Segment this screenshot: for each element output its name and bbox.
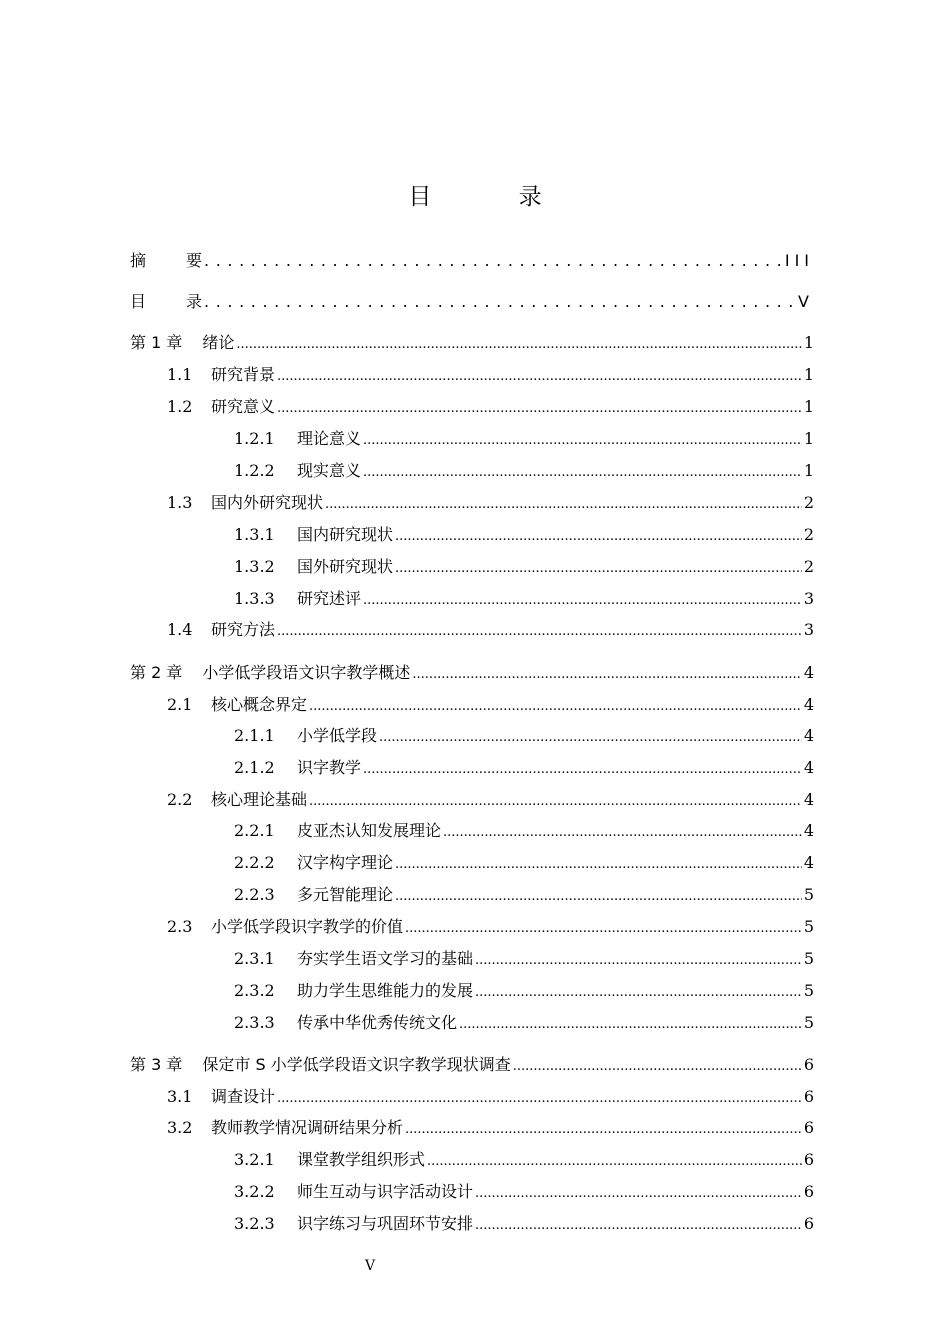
dot-leader [405, 917, 802, 936]
toc-entry-number: 1.3.1 [234, 525, 275, 544]
page-number-footer: V [364, 1258, 376, 1274]
toc-entry-number: 3.1 [167, 1087, 193, 1106]
toc-entry-title: 夯实学生语文学习的基础 [297, 949, 474, 968]
toc-entry-title: 绪论 [202, 333, 235, 352]
toc-entry-page: 4 [803, 790, 814, 809]
dot-leader [475, 981, 802, 1000]
dot-leader [309, 695, 802, 714]
toc-entry[interactable] [130, 330, 814, 353]
toc-entry-title: 国内外研究现状 [211, 493, 324, 512]
toc-entry-title: 研究方法 [211, 620, 276, 639]
toc-entry-title: 调查设计 [211, 1087, 276, 1106]
toc-entry-page: 4 [803, 695, 814, 714]
toc-entry[interactable] [234, 1179, 814, 1202]
toc-entry-abstract[interactable] [130, 248, 814, 271]
toc-entry-title: 国外研究现状 [297, 557, 394, 576]
toc-entry-number: 3.2.2 [234, 1182, 275, 1201]
toc-entry-title: 研究背景 [211, 365, 276, 384]
toc-entry-page: 5 [803, 885, 814, 904]
toc-entry-page: 4 [803, 726, 814, 745]
toc-entry[interactable] [167, 692, 814, 715]
toc-entry-page: 1 [803, 365, 814, 384]
toc-entry-page: III [784, 251, 814, 270]
toc-entry-page: 1 [803, 333, 814, 352]
dot-leader [236, 333, 801, 352]
toc-entry-page: 5 [803, 1013, 814, 1032]
toc-entry-number: 2.3 [167, 917, 193, 936]
toc-entry[interactable] [167, 787, 814, 810]
toc-entry[interactable] [234, 458, 814, 481]
toc-entry-page: 6 [803, 1087, 814, 1106]
toc-entry-page: 5 [803, 917, 814, 936]
toc-entry[interactable] [234, 586, 814, 609]
toc-entry[interactable] [234, 1211, 814, 1234]
toc-entry-title: 研究述评 [297, 589, 362, 608]
toc-entry[interactable] [130, 660, 814, 683]
toc-entry-page: 2 [803, 525, 814, 544]
toc-entry-number: 2.2.1 [234, 821, 275, 840]
toc-entry[interactable] [234, 723, 814, 746]
toc-entry-title: 识字练习与巩固环节安排 [297, 1214, 474, 1233]
toc-entry-page: 5 [803, 949, 814, 968]
toc-entry[interactable] [234, 755, 814, 778]
dot-leader [395, 557, 802, 576]
toc-entry-title: 小学低学段识字教学的价值 [211, 917, 404, 936]
toc-entry-title: 师生互动与识字活动设计 [297, 1182, 474, 1201]
dot-leader [443, 821, 802, 840]
toc-entry[interactable] [234, 882, 814, 905]
dot-leader [277, 1087, 802, 1106]
toc-entry[interactable] [167, 1115, 814, 1138]
toc-entry-number: 第 1 章 [130, 333, 183, 352]
toc-entry-page: 6 [803, 1118, 814, 1137]
toc-entry-title: 核心理论基础 [211, 790, 308, 809]
toc-entry[interactable] [234, 522, 814, 545]
toc-entry-number: 3.2 [167, 1118, 193, 1137]
toc-entry-page: 2 [803, 557, 814, 576]
toc-entry[interactable] [234, 426, 814, 449]
toc-entry-title: 摘要 [130, 251, 243, 270]
toc-entry[interactable] [234, 978, 814, 1001]
toc-entry-title: 助力学生思维能力的发展 [297, 981, 474, 1000]
dot-leader [325, 493, 802, 512]
toc-entry[interactable] [130, 1052, 814, 1075]
toc-entry-title: 国内研究现状 [297, 525, 394, 544]
dot-leader [475, 1182, 802, 1201]
toc-entry-number: 1.2 [167, 397, 193, 416]
dot-leader [277, 397, 802, 416]
toc-entry-number: 2.3.3 [234, 1013, 275, 1032]
toc-entry[interactable] [167, 1084, 814, 1107]
toc-entry-title: 多元智能理论 [297, 885, 394, 904]
toc-entry-title: 皮亚杰认知发展理论 [297, 821, 442, 840]
dot-leader [204, 251, 783, 270]
dot-leader [277, 365, 802, 384]
toc-entry-title: 传承中华优秀传统文化 [297, 1013, 458, 1032]
dot-leader [427, 1150, 802, 1169]
toc-entry-page: 4 [803, 758, 814, 777]
toc-entry-title: 研究意义 [211, 397, 276, 416]
toc-entry-page: 1 [803, 429, 814, 448]
toc-entry-page: 5 [803, 981, 814, 1000]
toc-entry-title: 现实意义 [297, 461, 362, 480]
dot-leader [513, 1055, 802, 1074]
toc-entry-number: 1.2.2 [234, 461, 275, 480]
toc-entry[interactable] [234, 1147, 814, 1170]
toc-entry-contents[interactable] [130, 289, 814, 312]
toc-entry-number: 1.3 [167, 493, 193, 512]
toc-entry-number: 1.4 [167, 620, 193, 639]
dot-leader [395, 525, 802, 544]
toc-entry-title: 保定市 S 小学低学段语文识字教学现状调查 [202, 1055, 511, 1074]
toc-entry-number: 1.3.3 [234, 589, 275, 608]
toc-entry-page: 4 [803, 821, 814, 840]
dot-leader [363, 589, 802, 608]
toc-entry-number: 2.3.1 [234, 949, 275, 968]
toc-entry-title: 目录 [130, 292, 243, 311]
toc-entry[interactable] [234, 554, 814, 577]
toc-entry-page: 6 [803, 1182, 814, 1201]
toc-entry-number: 2.2 [167, 790, 193, 809]
toc-entry-title: 理论意义 [297, 429, 362, 448]
dot-leader [379, 726, 802, 745]
dot-leader [363, 461, 802, 480]
toc-entry-number: 3.2.1 [234, 1150, 275, 1169]
dot-leader [277, 620, 802, 639]
toc-entry-page: 1 [803, 397, 814, 416]
toc-entry[interactable] [234, 1010, 814, 1033]
toc-entry-number: 2.2.2 [234, 853, 275, 872]
toc-entry-number: 第 3 章 [130, 1055, 183, 1074]
toc-entry-number: 2.1.2 [234, 758, 275, 777]
toc-entry-number: 2.2.3 [234, 885, 275, 904]
toc-entry-title: 核心概念界定 [211, 695, 308, 714]
toc-entry[interactable] [234, 946, 814, 969]
toc-entry[interactable] [167, 394, 814, 417]
toc-entry-title: 识字教学 [297, 758, 362, 777]
toc-entry-title: 小学低学段语文识字教学概述 [202, 663, 411, 682]
dot-leader [363, 429, 802, 448]
toc-entry-page: 3 [803, 620, 814, 639]
dot-leader [459, 1013, 802, 1032]
dot-leader [395, 853, 802, 872]
toc-entry[interactable] [234, 850, 814, 873]
toc-entry[interactable] [234, 818, 814, 841]
dot-leader [475, 1214, 802, 1233]
toc-entry[interactable] [167, 617, 814, 640]
toc-entry-page: 2 [803, 493, 814, 512]
toc-entry-page: 4 [803, 853, 814, 872]
toc-entry-title: 教师教学情况调研结果分析 [211, 1118, 404, 1137]
toc-entry-number: 2.3.2 [234, 981, 275, 1000]
toc-entry-page: 1 [803, 461, 814, 480]
toc-entry-page: 6 [803, 1150, 814, 1169]
dot-leader [395, 885, 802, 904]
toc-entry-title: 课堂教学组织形式 [297, 1150, 426, 1169]
dot-leader [363, 758, 802, 777]
toc-entry-number: 1.1 [167, 365, 193, 384]
toc-entry[interactable] [167, 490, 814, 513]
toc-entry-page: V [798, 292, 814, 311]
dot-leader [204, 292, 796, 311]
dot-leader [405, 1118, 802, 1137]
toc-entry-number: 第 2 章 [130, 663, 183, 682]
toc-entry-page: 3 [803, 589, 814, 608]
toc-entry[interactable] [167, 362, 814, 385]
toc-entry-number: 2.1 [167, 695, 193, 714]
dot-leader [475, 949, 802, 968]
toc-entry-page: 4 [803, 663, 814, 682]
dot-leader [309, 790, 802, 809]
toc-entry-title: 汉字构字理论 [297, 853, 394, 872]
toc-entry-title: 小学低学段 [297, 726, 378, 745]
page-title: 目 录 [408, 184, 582, 210]
toc-entry-number: 3.2.3 [234, 1214, 275, 1233]
toc-entry-page: 6 [803, 1214, 814, 1233]
dot-leader [412, 663, 801, 682]
toc-entry-number: 1.3.2 [234, 557, 275, 576]
toc-entry-number: 1.2.1 [234, 429, 275, 448]
toc-entry[interactable] [167, 914, 814, 937]
toc-entry-page: 6 [803, 1055, 814, 1074]
toc-entry-number: 2.1.1 [234, 726, 275, 745]
